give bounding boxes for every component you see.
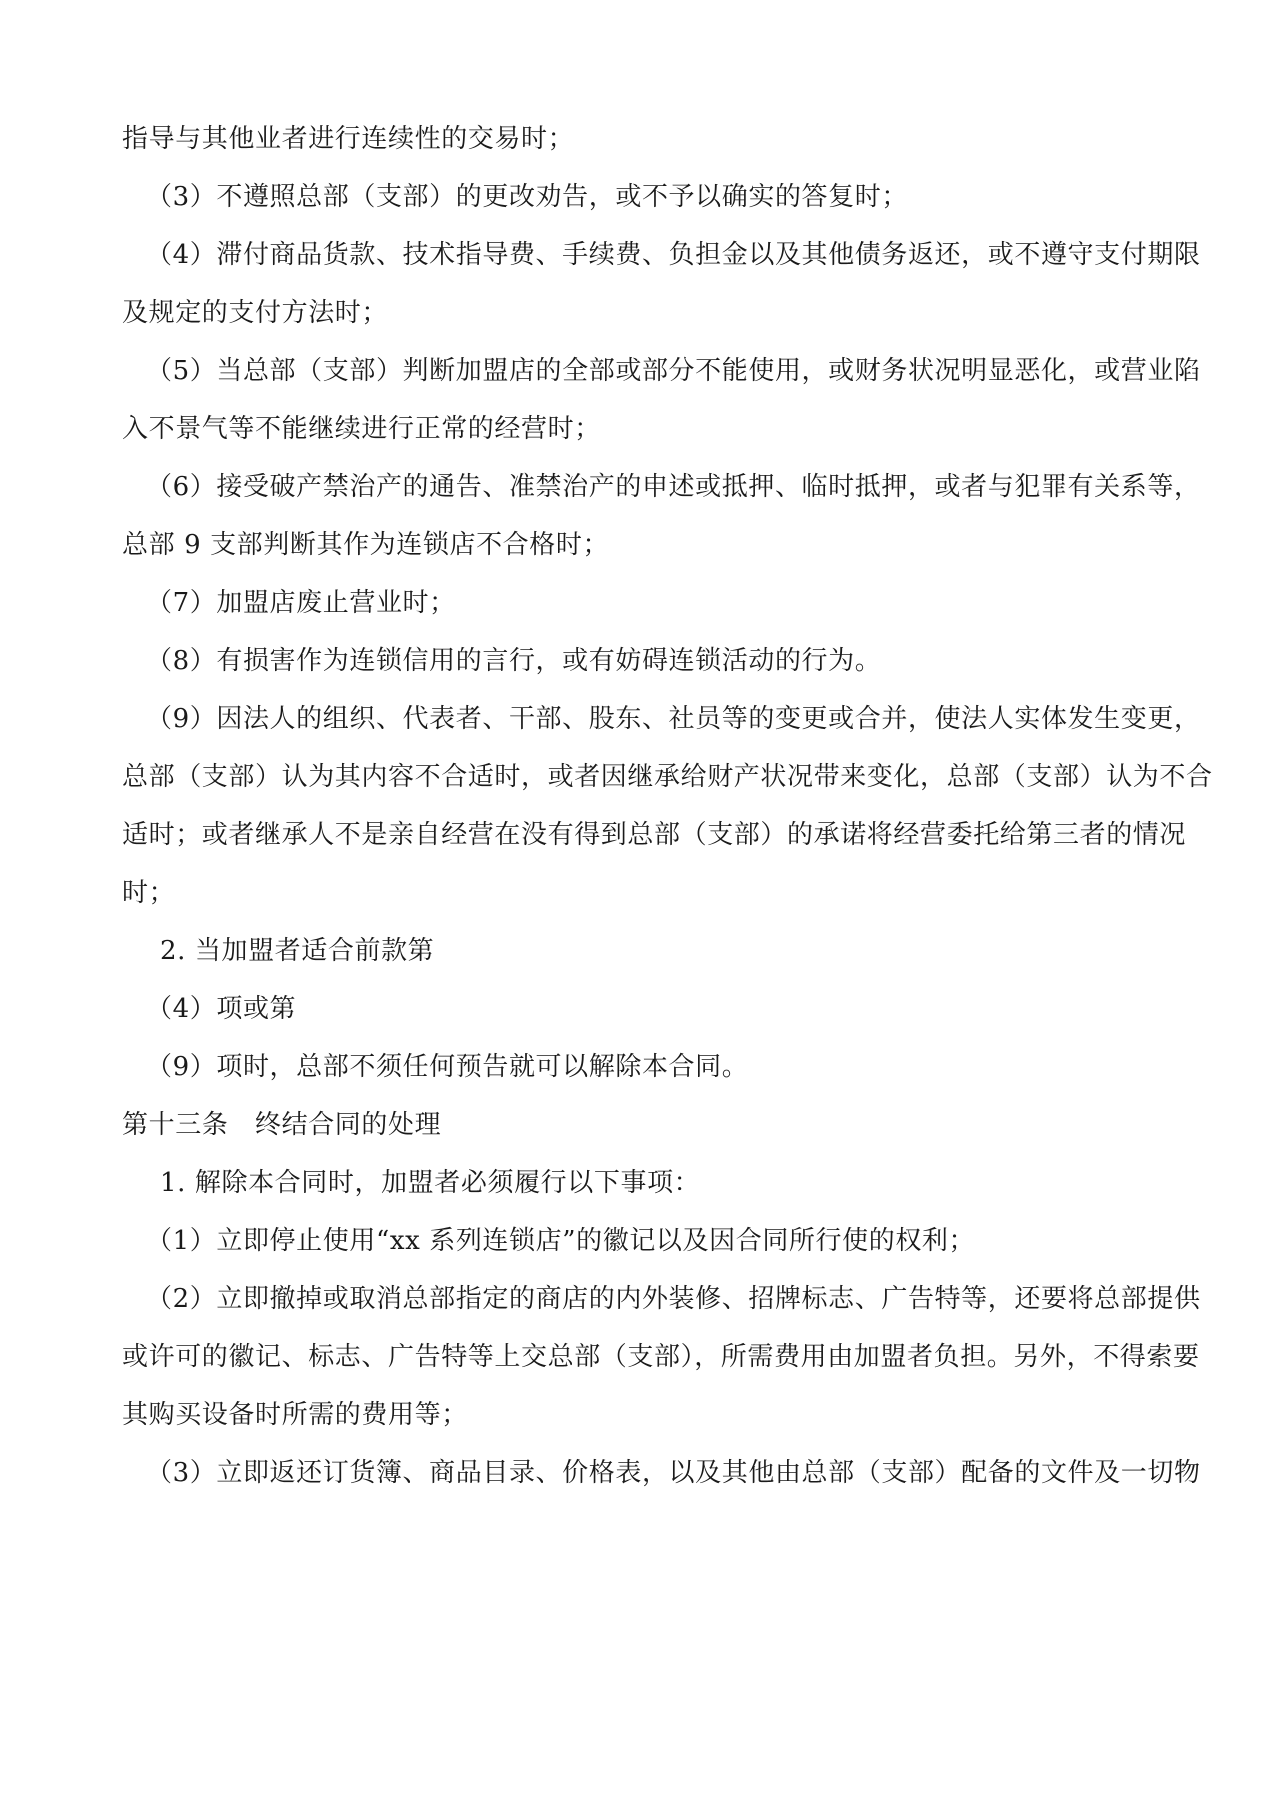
text-line: 入不景气等不能继续进行正常的经营时； <box>122 414 601 444</box>
text-line: 总部 9 支部判断其作为连锁店不合格时； <box>122 530 610 560</box>
list-item-2: （2）立即撤掉或取消总部指定的商店的内外装修、招牌标志、广告特等，还要将总部提供 <box>146 1284 1201 1314</box>
list-item-1: （1）立即停止使用“xx 系列连锁店”的徽记以及因合同所行使的权利； <box>146 1226 976 1256</box>
text-line: 时； <box>122 878 176 908</box>
text-line: 及规定的支付方法时； <box>122 298 389 328</box>
list-item-3: （3）不遵照总部（支部）的更改劝告，或不予以确实的答复时； <box>146 182 908 212</box>
list-item-3b: （3）立即返还订货簿、商品目录、价格表，以及其他由总部（支部）配备的文件及一切物 <box>146 1458 1201 1488</box>
list-item-7: （7）加盟店废止营业时； <box>146 588 456 618</box>
list-item-4: （4）滞付商品货款、技术指导费、手续费、负担金以及其他债务返还，或不遵守支付期限 <box>146 240 1201 270</box>
numbered-item-2: 2. 当加盟者适合前款第 <box>160 936 435 966</box>
article-heading: 第十三条 终结合同的处理 <box>122 1110 442 1140</box>
list-item-5: （5）当总部（支部）判断加盟店的全部或部分不能使用，或财务状况明显恶化，或营业陷 <box>146 356 1201 386</box>
list-item-4-ref: （4）项或第 <box>146 994 297 1024</box>
text-line: 其购买设备时所需的费用等； <box>122 1400 468 1430</box>
text-line: 总部（支部）认为其内容不合适时，或者因继承给财产状况带来变化，总部（支部）认为不合 <box>122 762 1213 792</box>
text-line: 或许可的徽记、标志、广告特等上交总部（支部），所需费用由加盟者负担。另外，不得索要 <box>122 1342 1200 1372</box>
list-item-9-ref: （9）项时，总部不须任何预告就可以解除本合同。 <box>146 1052 749 1082</box>
list-item-9: （9）因法人的组织、代表者、干部、股东、社员等的变更或合并，使法人实体发生变更， <box>146 704 1201 734</box>
list-item-6: （6）接受破产禁治产的通告、准禁治产的申述或抵押、临时抵押，或者与犯罪有关系等， <box>146 472 1201 502</box>
text-line: 指导与其他业者进行连续性的交易时； <box>122 124 575 154</box>
text-line: 适时；或者继承人不是亲自经营在没有得到总部（支部）的承诺将经营委托给第三者的情况 <box>122 820 1187 850</box>
list-item-8: （8）有损害作为连锁信用的言行，或有妨碍连锁活动的行为。 <box>146 646 882 676</box>
numbered-item-1: 1. 解除本合同时，加盟者必须履行以下事项： <box>160 1168 701 1198</box>
